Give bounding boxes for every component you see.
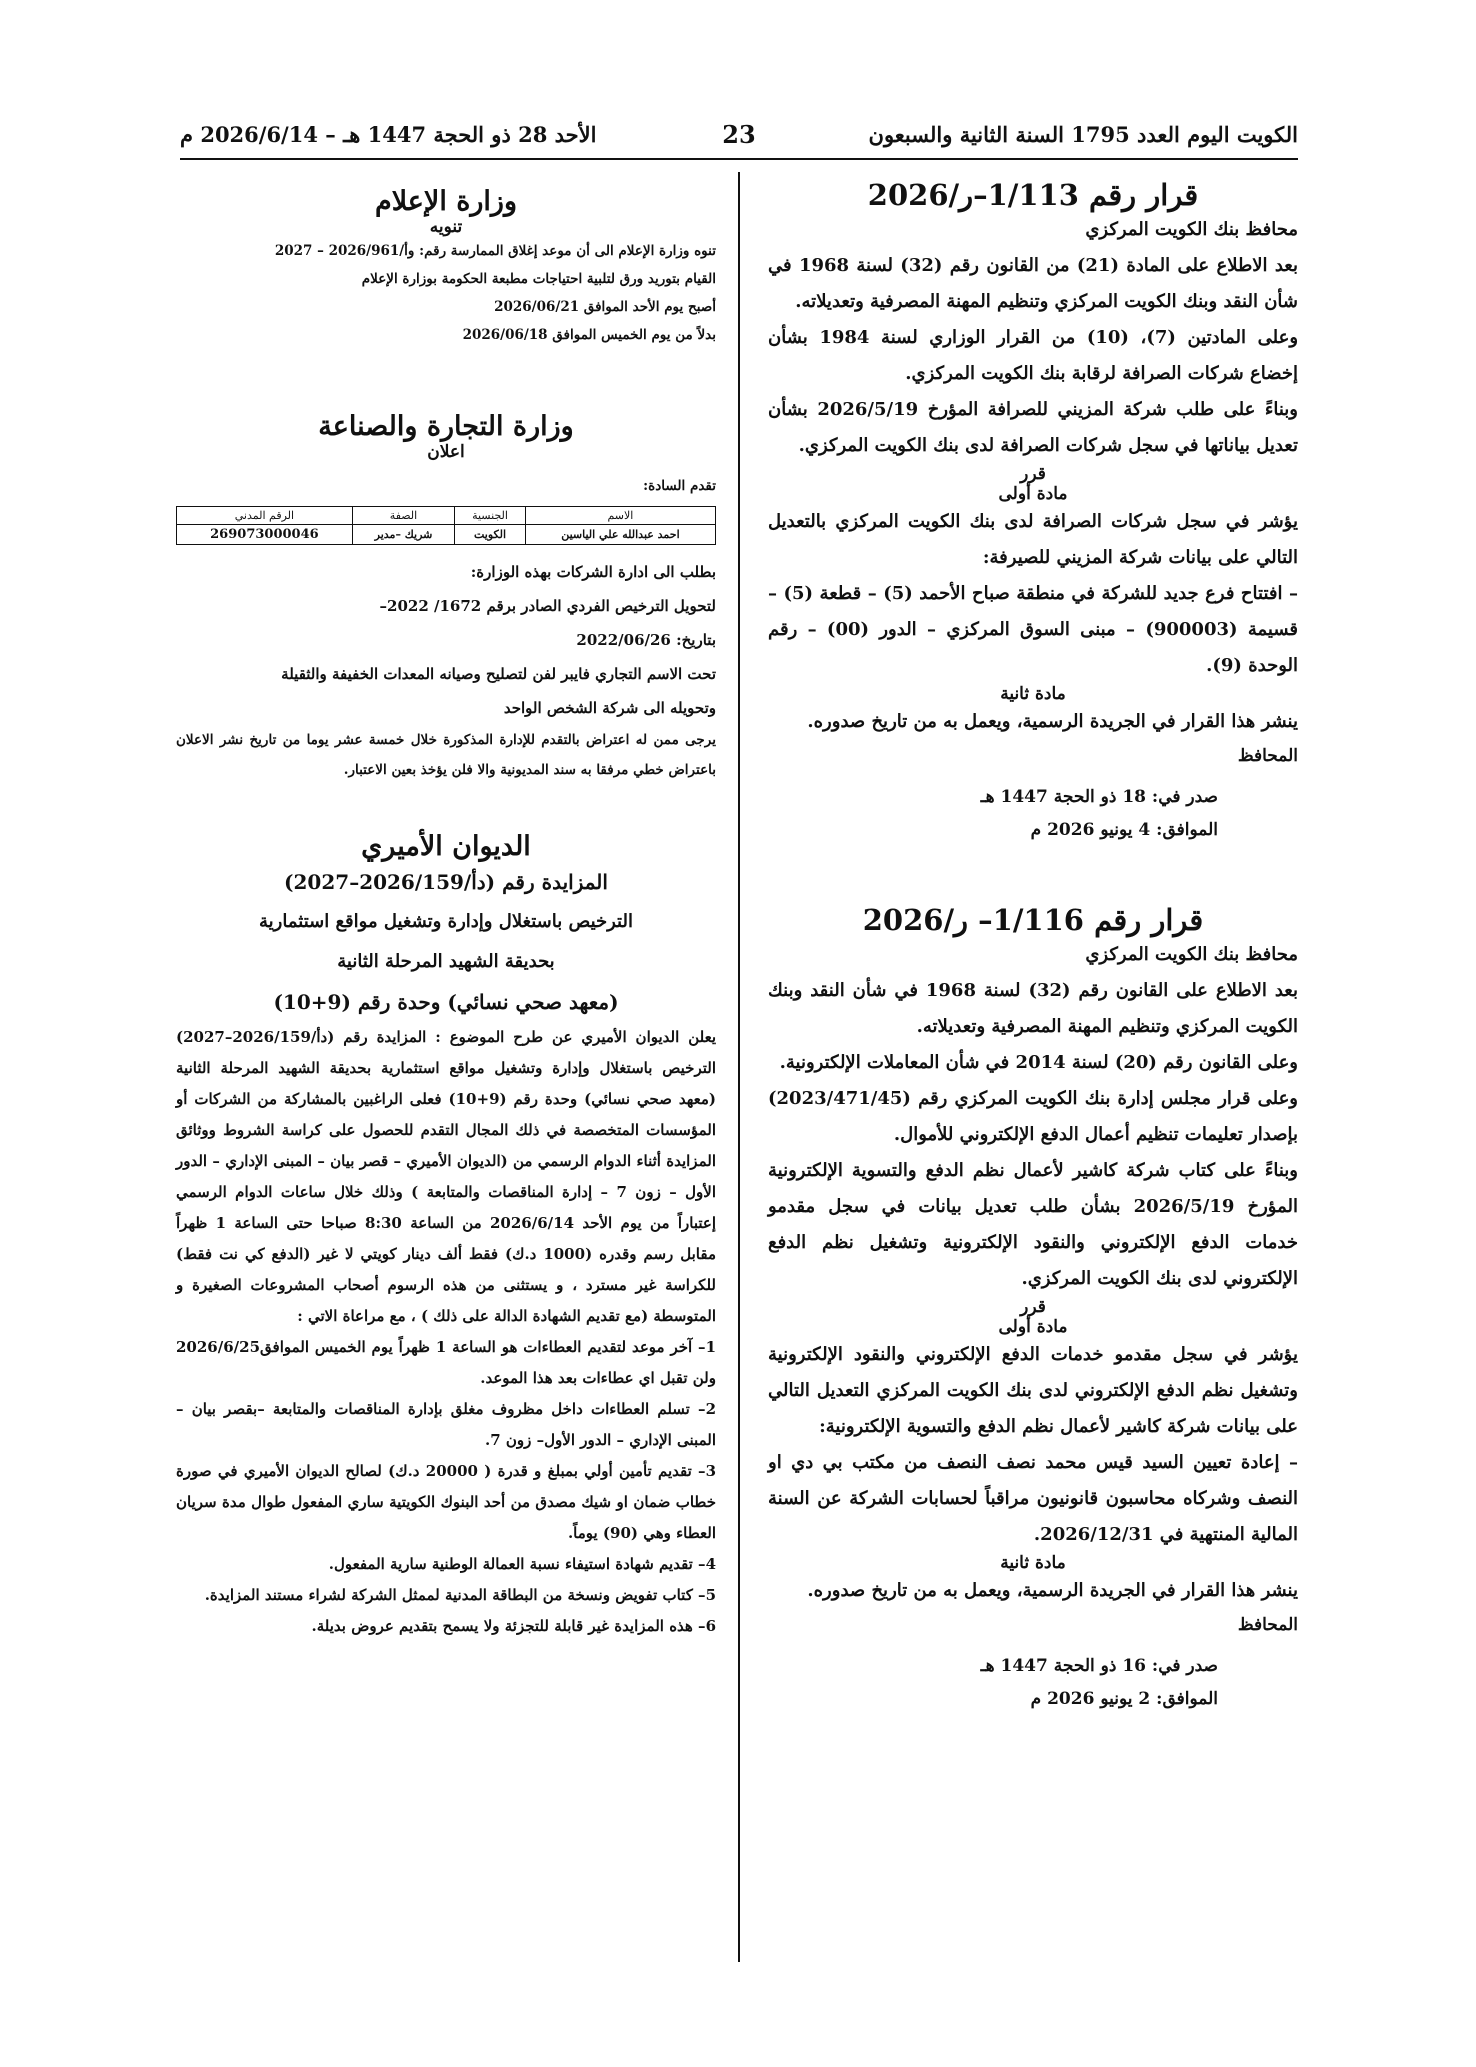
auction-item: 4– تقديم شهادة استيفاء نسبة العمالة الوطنية سارية المفعول. — [328, 1555, 716, 1573]
auction-item: 1– آخر موعد لتقديم العطاءات هو الساعة 1 ظهراً يوم الخميس الموافق2026/6/25 ولن تقبل اي عطاءات بعد هذا الموعد. — [176, 1338, 716, 1387]
issue-date-gregorian: الموافق: 2 يونيو 2026 م — [1030, 1689, 1218, 1709]
left-column — [176, 178, 716, 1642]
issue-date: الأحد 28 ذو الحجة 1447 هـ – 2026/6/14 م — [180, 122, 597, 147]
cell-nationality: الكويت — [455, 525, 526, 545]
page-header — [180, 118, 1298, 160]
notice-line: بتاريخ: 2022/06/26 — [576, 631, 716, 649]
auction-item: 3– تقديم تأمين أولي بمبلغ و قدرة ( 20000 د.ك) لصالح الديوان الأميري في صورة خطاب ضمان او شيك مصدق من أحد البنوك الكويتية ساري المفعول طوال مدة سريان العطاء وهي (90) يوماً. — [176, 1462, 716, 1542]
decision-para: وعلى قرار مجلس إدارة بنك الكويت المركزي رقم (2023/471/45) بإصدار تعليمات تنظيم أعمال الدفع الإلكتروني للأموال. — [768, 1088, 1298, 1145]
decided-heading: قرر — [1020, 464, 1046, 484]
table-row — [177, 525, 716, 545]
auction-number: المزايدة رقم (دأ/2026/159–2027) — [284, 870, 608, 894]
decision-116 — [768, 903, 1298, 1716]
auction-body: يعلن الديوان الأميري عن طرح الموضوع : المزايدة رقم (دأ/2026/159–2027) الترخيص باستغلال وإدارة وتشغيل مواقع استثمارية بحديقة الشهيد المرحلة الثانية (معهد صحي نسائي) وحدة رقم (9+10) فعلى الراغبين بالمشاركة من الشركات أو المؤسسات المتخصصة في ذلك المجال التقدم للحصول على كراسة الشروط ووثائق المزايدة أثناء الدوام الرسمي من (الديوان الأميري – قصر بيان – المبنى الإداري – الدور الأول – زون 7 – إدارة المناقصات والمتابعة ) وذلك خلال ساعات الدوام الرسمي إعتباراً من يوم الأحد 2026/6/14 من الساعة 8:30 صباحا حتى الساعة 1 ظهراً مقابل رسم وقدره (1000 د.ك) فقط ألف دينار كويتي لا غير (الدفع كي نت فقط) للكراسة غير مسترد ، و يستثنى من هذه الرسوم أصحاب المشروعات الصغيرة و المتوسطة (مع تقديم الشهادة الدالة على ذلك ) ، مع مراعاة الاتي : — [176, 1028, 716, 1325]
decision-title: قرار رقم 1/113–ر/2026 — [867, 178, 1199, 212]
section-title: وزارة الإعلام — [374, 186, 517, 217]
auction-subject: الترخيص باستغلال وإدارة وتشغيل مواقع استثمارية — [259, 911, 633, 932]
article-item: – إعادة تعيين السيد قيس محمد نصف النصف من مكتب بي دي او النصف وشركاه محاسبون قانونيون مراقباً لحسابات الشركة عن السنة المالية المنتهية في 2026/12/31. — [768, 1452, 1298, 1545]
notice-line: تنوه وزارة الإعلام الى أن موعد إغلاق الممارسة رقم: وأ/2026/961 – 2027 — [274, 243, 716, 259]
notice-line: لتحويل الترخيص الفردي الصادر برقم 1672/ 2022– — [379, 597, 716, 615]
header-nationality: الجنسية — [455, 507, 526, 525]
header-name: الاسم — [525, 507, 715, 525]
section-subtitle: تنويه — [429, 217, 463, 237]
page-number: 23 — [722, 120, 756, 149]
auction-item: 5– كتاب تفويض ونسخة من البطاقة المدنية لممثل الشركة لشراء مستند المزايدة. — [204, 1586, 716, 1604]
decision-para: وبناءً على طلب شركة المزيني للصرافة المؤرخ 2026/5/19 بشأن تعديل بياناتها في سجل شركات الصرافة لدى بنك الكويت المركزي. — [768, 399, 1298, 456]
article-text: يؤشر في سجل مقدمو خدمات الدفع الإلكتروني والنقود الإلكترونية وتشغيل نظم الدفع الإلكتروني لدى بنك الكويت المركزي التعديل التالي على بيانات شركة كاشير لأعمال نظم الدفع والتسوية الإلكترونية: — [768, 1344, 1298, 1437]
article-heading: مادة ثانية — [1000, 684, 1066, 704]
notice-line: بطلب الى ادارة الشركات بهذه الوزارة: — [470, 563, 716, 581]
article-heading: مادة ثانية — [1000, 1553, 1066, 1573]
article-text: يؤشر في سجل شركات الصرافة لدى بنك الكويت المركزي بالتعديل التالي على بيانات شركة المزيني للصيرفة: — [768, 511, 1298, 568]
column-divider — [738, 172, 740, 1962]
decision-para: بعد الاطلاع على القانون رقم (32) لسنة 1968 في شأن النقد وبنك الكويت المركزي وتنظيم المهنة المصرفية وتعديلاته. — [768, 980, 1298, 1037]
cell-civil-id: 269073000046 — [177, 525, 353, 545]
issue-date-hijri: صدر في: 16 ذو الحجة 1447 هـ — [980, 1656, 1218, 1676]
section-title: وزارة التجارة والصناعة — [318, 411, 574, 442]
decision-title: قرار رقم 1/116– ر/2026 — [862, 903, 1204, 937]
issue-date-gregorian: الموافق: 4 يونيو 2026 م — [1030, 820, 1218, 840]
article-item: – افتتاح فرع جديد للشركة في منطقة صباح الأحمد (5) – قطعة (5) – قسيمة (900003) – مبنى السوق المركزي – الدور (00) – رقم الوحدة (9). — [768, 583, 1299, 676]
auction-item: 6– هذه المزايدة غير قابلة للتجزئة ولا يسمح بتقديم عروض بديلة. — [311, 1617, 716, 1635]
decision-para: وعلى القانون رقم (20) لسنة 2014 في شأن المعاملات الإلكترونية. — [779, 1052, 1298, 1073]
signer: المحافظ — [1237, 1615, 1298, 1635]
right-column — [768, 178, 1298, 1716]
header-civil-id: الرقم المدني — [177, 507, 353, 525]
partners-table — [176, 506, 716, 545]
issue-date-hijri: صدر في: 18 ذو الحجة 1447 هـ — [980, 787, 1218, 807]
auction-subject: بحديقة الشهيد المرحلة الثانية — [337, 951, 555, 972]
notice-line: وتحويله الى شركة الشخص الواحد — [503, 699, 716, 717]
decision-113 — [768, 178, 1298, 847]
info-ministry-notice — [176, 186, 716, 349]
article-text: ينشر هذا القرار في الجريدة الرسمية، ويعمل به من تاريخ صدوره. — [807, 1580, 1298, 1601]
section-title: الديوان الأميري — [361, 831, 531, 862]
article-text: ينشر هذا القرار في الجريدة الرسمية، ويعمل به من تاريخ صدوره. — [807, 711, 1298, 732]
auction-item: 2– تسلم العطاءات داخل مظروف مغلق بإدارة المناقصات والمتابعة –بقصر بيان – المبنى الإداري – الدور الأول– زون 7. — [176, 1400, 716, 1449]
issue-info: الكويت اليوم العدد 1795 السنة الثانية والسبعون — [868, 122, 1298, 147]
notice-line: أصبح يوم الأحد الموافق 2026/06/21 — [494, 299, 716, 315]
notice-line: تحت الاسم التجاري فايبر لفن لتصليح وصيانه المعدات الخفيفة والثقيلة — [281, 665, 716, 683]
header-capacity: الصفة — [352, 507, 454, 525]
commerce-ministry-notice — [176, 411, 716, 785]
decision-issuer: محافظ بنك الكويت المركزي — [1085, 944, 1298, 965]
notice-line: يرجى ممن له اعتراض بالتقدم للإدارة المذكورة خلال خمسة عشر يوما من تاريخ نشر الاعلان باعتراض خطي مرفقا به سند المديونية والا فلن يؤخذ بعين الاعتبار. — [176, 732, 716, 778]
section-subtitle: اعلان — [427, 442, 465, 462]
cell-capacity: شريك –مدير — [352, 525, 454, 545]
decision-para: وبناءً على كتاب شركة كاشير لأعمال نظم الدفع والتسوية الإلكترونية المؤرخ 2026/5/19 بشأن طلب تعديل بيانات في سجل مقدمو خدمات الدفع الإلكتروني والنقود الإلكترونية وتشغيل نظم الدفع الإلكتروني لدى بنك الكويت المركزي. — [768, 1160, 1298, 1289]
amiri-diwan-auction — [176, 831, 716, 1642]
table-header-row — [177, 507, 716, 525]
signer: المحافظ — [1237, 746, 1298, 766]
cell-name: احمد عبدالله علي الياسين — [525, 525, 715, 545]
notice-line: القيام بتوريد ورق لتلبية احتياجات مطبعة الحكومة بوزارة الإعلام — [361, 271, 716, 287]
decision-para: بعد الاطلاع على المادة (21) من القانون رقم (32) لسنة 1968 في شأن النقد وبنك الكويت المركزي وتنظيم المهنة المصرفية وتعديلاته. — [768, 255, 1299, 312]
auction-subject: (معهد صحي نسائي) وحدة رقم (9+10) — [273, 990, 619, 1014]
decision-issuer: محافظ بنك الكويت المركزي — [1085, 219, 1298, 240]
notice-intro: تقدم السادة: — [643, 478, 716, 494]
article-heading: مادة أولى — [998, 484, 1068, 504]
decided-heading: قرر — [1020, 1297, 1046, 1317]
article-heading: مادة أولى — [998, 1317, 1068, 1337]
decision-para: وعلى المادتين (7)، (10) من القرار الوزاري لسنة 1984 بشأن إخضاع شركات الصرافة لرقابة بنك الكويت المركزي. — [768, 327, 1299, 384]
notice-line: بدلاً من يوم الخميس الموافق 2026/06/18 — [462, 327, 716, 343]
